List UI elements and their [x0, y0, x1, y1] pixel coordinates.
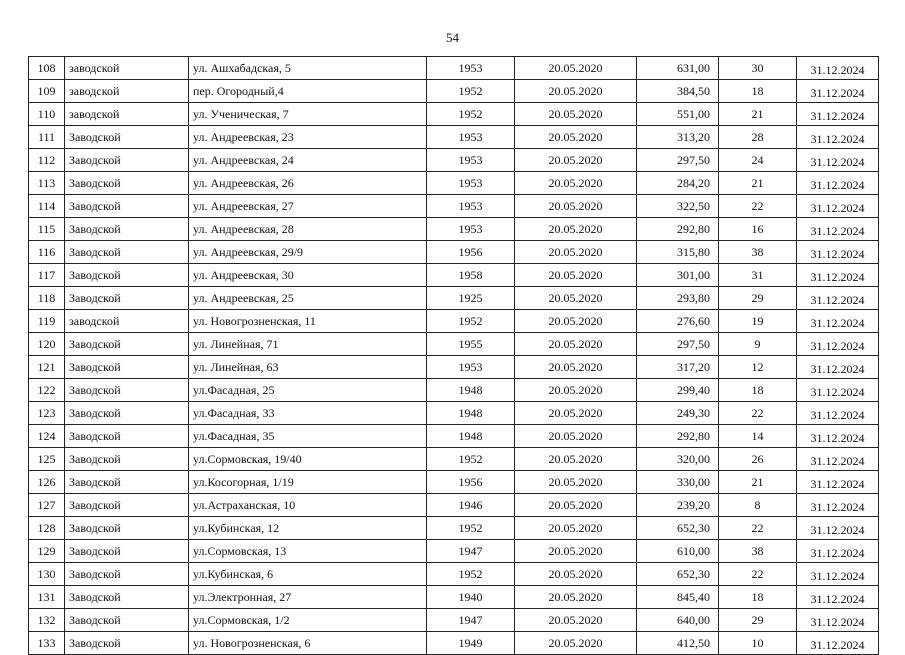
cell-area: 317,20	[637, 356, 719, 379]
cell-district: Заводской	[65, 241, 189, 264]
cell-apartments: 29	[719, 609, 797, 632]
cell-inspection-date: 20.05.2020	[515, 379, 637, 402]
cell-row-number: 108	[29, 57, 65, 80]
cell-deadline-date: 31.12.2024	[797, 632, 879, 655]
cell-build-year: 1948	[427, 402, 515, 425]
cell-apartments: 21	[719, 103, 797, 126]
cell-district: Заводской	[65, 586, 189, 609]
cell-inspection-date: 20.05.2020	[515, 57, 637, 80]
cell-apartments: 31	[719, 264, 797, 287]
cell-district: Заводской	[65, 609, 189, 632]
cell-row-number: 109	[29, 80, 65, 103]
cell-row-number: 112	[29, 149, 65, 172]
housing-registry-table	[28, 56, 879, 655]
cell-inspection-date: 20.05.2020	[515, 126, 637, 149]
cell-build-year: 1958	[427, 264, 515, 287]
cell-address: ул. Новогрозненская, 11	[189, 310, 427, 333]
cell-inspection-date: 20.05.2020	[515, 517, 637, 540]
cell-build-year: 1953	[427, 218, 515, 241]
cell-inspection-date: 20.05.2020	[515, 333, 637, 356]
cell-inspection-date: 20.05.2020	[515, 310, 637, 333]
cell-address: ул.Фасадная, 33	[189, 402, 427, 425]
cell-inspection-date: 20.05.2020	[515, 103, 637, 126]
cell-inspection-date: 20.05.2020	[515, 195, 637, 218]
cell-deadline-date: 31.12.2024	[797, 540, 879, 563]
cell-district: Заводской	[65, 195, 189, 218]
cell-row-number: 126	[29, 471, 65, 494]
cell-area: 292,80	[637, 425, 719, 448]
cell-apartments: 22	[719, 195, 797, 218]
cell-deadline-date: 31.12.2024	[797, 471, 879, 494]
cell-area: 284,20	[637, 172, 719, 195]
table-row	[29, 103, 879, 126]
cell-district: Заводской	[65, 126, 189, 149]
table-row	[29, 356, 879, 379]
cell-build-year: 1953	[427, 126, 515, 149]
cell-deadline-date: 31.12.2024	[797, 57, 879, 80]
cell-area: 297,50	[637, 149, 719, 172]
cell-address: ул. Андреевская, 23	[189, 126, 427, 149]
cell-deadline-date: 31.12.2024	[797, 218, 879, 241]
cell-deadline-date: 31.12.2024	[797, 379, 879, 402]
cell-row-number: 113	[29, 172, 65, 195]
cell-area: 322,50	[637, 195, 719, 218]
cell-build-year: 1947	[427, 540, 515, 563]
cell-address: ул.Сормовская, 13	[189, 540, 427, 563]
table-row	[29, 609, 879, 632]
cell-row-number: 118	[29, 287, 65, 310]
cell-deadline-date: 31.12.2024	[797, 241, 879, 264]
cell-address: ул.Фасадная, 35	[189, 425, 427, 448]
cell-build-year: 1940	[427, 586, 515, 609]
cell-build-year: 1952	[427, 563, 515, 586]
cell-address: ул. Андреевская, 28	[189, 218, 427, 241]
cell-district: Заводской	[65, 540, 189, 563]
cell-inspection-date: 20.05.2020	[515, 563, 637, 586]
cell-district: Заводской	[65, 402, 189, 425]
cell-build-year: 1955	[427, 333, 515, 356]
cell-deadline-date: 31.12.2024	[797, 103, 879, 126]
cell-address: ул. Андреевская, 27	[189, 195, 427, 218]
cell-build-year: 1953	[427, 195, 515, 218]
cell-row-number: 116	[29, 241, 65, 264]
cell-build-year: 1925	[427, 287, 515, 310]
cell-row-number: 123	[29, 402, 65, 425]
cell-area: 330,00	[637, 471, 719, 494]
cell-deadline-date: 31.12.2024	[797, 517, 879, 540]
cell-district: Заводской	[65, 425, 189, 448]
cell-apartments: 22	[719, 517, 797, 540]
cell-deadline-date: 31.12.2024	[797, 494, 879, 517]
cell-area: 384,50	[637, 80, 719, 103]
cell-address: ул. Андреевская, 30	[189, 264, 427, 287]
cell-address: ул.Кубинская, 6	[189, 563, 427, 586]
cell-area: 249,30	[637, 402, 719, 425]
cell-area: 239,20	[637, 494, 719, 517]
cell-row-number: 127	[29, 494, 65, 517]
cell-district: Заводской	[65, 218, 189, 241]
cell-apartments: 21	[719, 172, 797, 195]
cell-area: 292,80	[637, 218, 719, 241]
cell-build-year: 1953	[427, 149, 515, 172]
page-number: 54	[446, 30, 459, 45]
table-row	[29, 563, 879, 586]
cell-district: Заводской	[65, 287, 189, 310]
cell-apartments: 21	[719, 471, 797, 494]
cell-deadline-date: 31.12.2024	[797, 425, 879, 448]
cell-apartments: 24	[719, 149, 797, 172]
cell-district: Заводской	[65, 172, 189, 195]
cell-build-year: 1952	[427, 103, 515, 126]
cell-district: Заводской	[65, 333, 189, 356]
cell-address: ул.Сормовская, 19/40	[189, 448, 427, 471]
cell-address: ул.Электронная, 27	[189, 586, 427, 609]
table-row	[29, 517, 879, 540]
cell-build-year: 1947	[427, 609, 515, 632]
cell-area: 845,40	[637, 586, 719, 609]
cell-apartments: 30	[719, 57, 797, 80]
cell-build-year: 1948	[427, 425, 515, 448]
cell-build-year: 1948	[427, 379, 515, 402]
cell-apartments: 9	[719, 333, 797, 356]
cell-deadline-date: 31.12.2024	[797, 402, 879, 425]
cell-apartments: 18	[719, 379, 797, 402]
cell-address: ул. Линейная, 63	[189, 356, 427, 379]
cell-deadline-date: 31.12.2024	[797, 264, 879, 287]
cell-address: ул.Сормовская, 1/2	[189, 609, 427, 632]
cell-row-number: 120	[29, 333, 65, 356]
cell-inspection-date: 20.05.2020	[515, 218, 637, 241]
cell-row-number: 119	[29, 310, 65, 333]
cell-deadline-date: 31.12.2024	[797, 195, 879, 218]
cell-area: 412,50	[637, 632, 719, 655]
cell-inspection-date: 20.05.2020	[515, 494, 637, 517]
cell-row-number: 110	[29, 103, 65, 126]
cell-deadline-date: 31.12.2024	[797, 80, 879, 103]
cell-deadline-date: 31.12.2024	[797, 287, 879, 310]
cell-row-number: 111	[29, 126, 65, 149]
cell-deadline-date: 31.12.2024	[797, 448, 879, 471]
cell-row-number: 129	[29, 540, 65, 563]
cell-district: Заводской	[65, 632, 189, 655]
cell-area: 320,00	[637, 448, 719, 471]
cell-build-year: 1952	[427, 80, 515, 103]
cell-deadline-date: 31.12.2024	[797, 356, 879, 379]
cell-build-year: 1952	[427, 310, 515, 333]
cell-address: ул.Астраханская, 10	[189, 494, 427, 517]
cell-deadline-date: 31.12.2024	[797, 333, 879, 356]
cell-build-year: 1956	[427, 471, 515, 494]
cell-district: Заводской	[65, 517, 189, 540]
table-row	[29, 448, 879, 471]
cell-deadline-date: 31.12.2024	[797, 126, 879, 149]
cell-district: Заводской	[65, 448, 189, 471]
cell-area: 301,00	[637, 264, 719, 287]
cell-apartments: 38	[719, 241, 797, 264]
cell-area: 315,80	[637, 241, 719, 264]
table-row	[29, 80, 879, 103]
table-row	[29, 264, 879, 287]
cell-row-number: 132	[29, 609, 65, 632]
cell-area: 299,40	[637, 379, 719, 402]
cell-address: ул. Ашхабадская, 5	[189, 57, 427, 80]
cell-row-number: 114	[29, 195, 65, 218]
table-row	[29, 471, 879, 494]
cell-address: ул.Фасадная, 25	[189, 379, 427, 402]
cell-deadline-date: 31.12.2024	[797, 563, 879, 586]
cell-inspection-date: 20.05.2020	[515, 425, 637, 448]
cell-build-year: 1952	[427, 517, 515, 540]
cell-district: Заводской	[65, 356, 189, 379]
table-row	[29, 241, 879, 264]
table-row	[29, 333, 879, 356]
cell-district: заводской	[65, 57, 189, 80]
cell-row-number: 125	[29, 448, 65, 471]
cell-build-year: 1946	[427, 494, 515, 517]
cell-inspection-date: 20.05.2020	[515, 149, 637, 172]
cell-inspection-date: 20.05.2020	[515, 264, 637, 287]
cell-area: 610,00	[637, 540, 719, 563]
table-row	[29, 218, 879, 241]
cell-apartments: 28	[719, 126, 797, 149]
table-row	[29, 425, 879, 448]
cell-address: ул. Ученическая, 7	[189, 103, 427, 126]
cell-district: Заводской	[65, 563, 189, 586]
cell-inspection-date: 20.05.2020	[515, 609, 637, 632]
cell-apartments: 14	[719, 425, 797, 448]
cell-deadline-date: 31.12.2024	[797, 586, 879, 609]
cell-inspection-date: 20.05.2020	[515, 471, 637, 494]
cell-district: заводской	[65, 80, 189, 103]
table-row	[29, 57, 879, 80]
cell-row-number: 133	[29, 632, 65, 655]
cell-district: Заводской	[65, 379, 189, 402]
table-row	[29, 632, 879, 655]
cell-inspection-date: 20.05.2020	[515, 448, 637, 471]
cell-area: 276,60	[637, 310, 719, 333]
cell-deadline-date: 31.12.2024	[797, 310, 879, 333]
cell-inspection-date: 20.05.2020	[515, 402, 637, 425]
cell-area: 640,00	[637, 609, 719, 632]
cell-build-year: 1952	[427, 448, 515, 471]
cell-row-number: 121	[29, 356, 65, 379]
cell-apartments: 26	[719, 448, 797, 471]
table-row	[29, 172, 879, 195]
table-row	[29, 310, 879, 333]
cell-row-number: 124	[29, 425, 65, 448]
cell-apartments: 22	[719, 402, 797, 425]
cell-area: 313,20	[637, 126, 719, 149]
cell-deadline-date: 31.12.2024	[797, 149, 879, 172]
cell-area: 293,80	[637, 287, 719, 310]
cell-address: ул. Андреевская, 29/9	[189, 241, 427, 264]
registry-body	[29, 57, 879, 655]
cell-area: 551,00	[637, 103, 719, 126]
cell-address: ул. Андреевская, 26	[189, 172, 427, 195]
table-row	[29, 379, 879, 402]
table-row	[29, 540, 879, 563]
cell-build-year: 1956	[427, 241, 515, 264]
cell-build-year: 1953	[427, 172, 515, 195]
cell-build-year: 1953	[427, 57, 515, 80]
table-row	[29, 195, 879, 218]
cell-district: заводской	[65, 103, 189, 126]
cell-apartments: 12	[719, 356, 797, 379]
cell-row-number: 122	[29, 379, 65, 402]
cell-row-number: 131	[29, 586, 65, 609]
cell-apartments: 10	[719, 632, 797, 655]
table-row	[29, 126, 879, 149]
cell-address: ул. Андреевская, 25	[189, 287, 427, 310]
cell-apartments: 16	[719, 218, 797, 241]
table-row	[29, 402, 879, 425]
cell-row-number: 117	[29, 264, 65, 287]
cell-row-number: 130	[29, 563, 65, 586]
cell-area: 297,50	[637, 333, 719, 356]
table-row	[29, 149, 879, 172]
table-row	[29, 586, 879, 609]
cell-inspection-date: 20.05.2020	[515, 586, 637, 609]
cell-apartments: 18	[719, 80, 797, 103]
cell-address: ул. Андреевская, 24	[189, 149, 427, 172]
cell-address: ул. Новогрозненская, 6	[189, 632, 427, 655]
cell-deadline-date: 31.12.2024	[797, 609, 879, 632]
cell-area: 652,30	[637, 517, 719, 540]
cell-inspection-date: 20.05.2020	[515, 632, 637, 655]
cell-inspection-date: 20.05.2020	[515, 540, 637, 563]
cell-district: Заводской	[65, 494, 189, 517]
table-row	[29, 494, 879, 517]
cell-deadline-date: 31.12.2024	[797, 172, 879, 195]
cell-row-number: 115	[29, 218, 65, 241]
cell-address: ул.Кубинская, 12	[189, 517, 427, 540]
cell-district: Заводской	[65, 264, 189, 287]
cell-apartments: 29	[719, 287, 797, 310]
cell-row-number: 128	[29, 517, 65, 540]
cell-build-year: 1949	[427, 632, 515, 655]
cell-apartments: 22	[719, 563, 797, 586]
cell-apartments: 38	[719, 540, 797, 563]
cell-district: Заводской	[65, 471, 189, 494]
cell-inspection-date: 20.05.2020	[515, 172, 637, 195]
cell-district: заводской	[65, 310, 189, 333]
cell-address: ул. Линейная, 71	[189, 333, 427, 356]
cell-district: Заводской	[65, 149, 189, 172]
cell-inspection-date: 20.05.2020	[515, 356, 637, 379]
cell-inspection-date: 20.05.2020	[515, 287, 637, 310]
cell-inspection-date: 20.05.2020	[515, 241, 637, 264]
table-row	[29, 287, 879, 310]
cell-apartments: 19	[719, 310, 797, 333]
cell-build-year: 1953	[427, 356, 515, 379]
cell-address: ул.Косогорная, 1/19	[189, 471, 427, 494]
cell-apartments: 8	[719, 494, 797, 517]
cell-address: пер. Огородный,4	[189, 80, 427, 103]
cell-apartments: 18	[719, 586, 797, 609]
cell-inspection-date: 20.05.2020	[515, 80, 637, 103]
cell-area: 631,00	[637, 57, 719, 80]
cell-area: 652,30	[637, 563, 719, 586]
